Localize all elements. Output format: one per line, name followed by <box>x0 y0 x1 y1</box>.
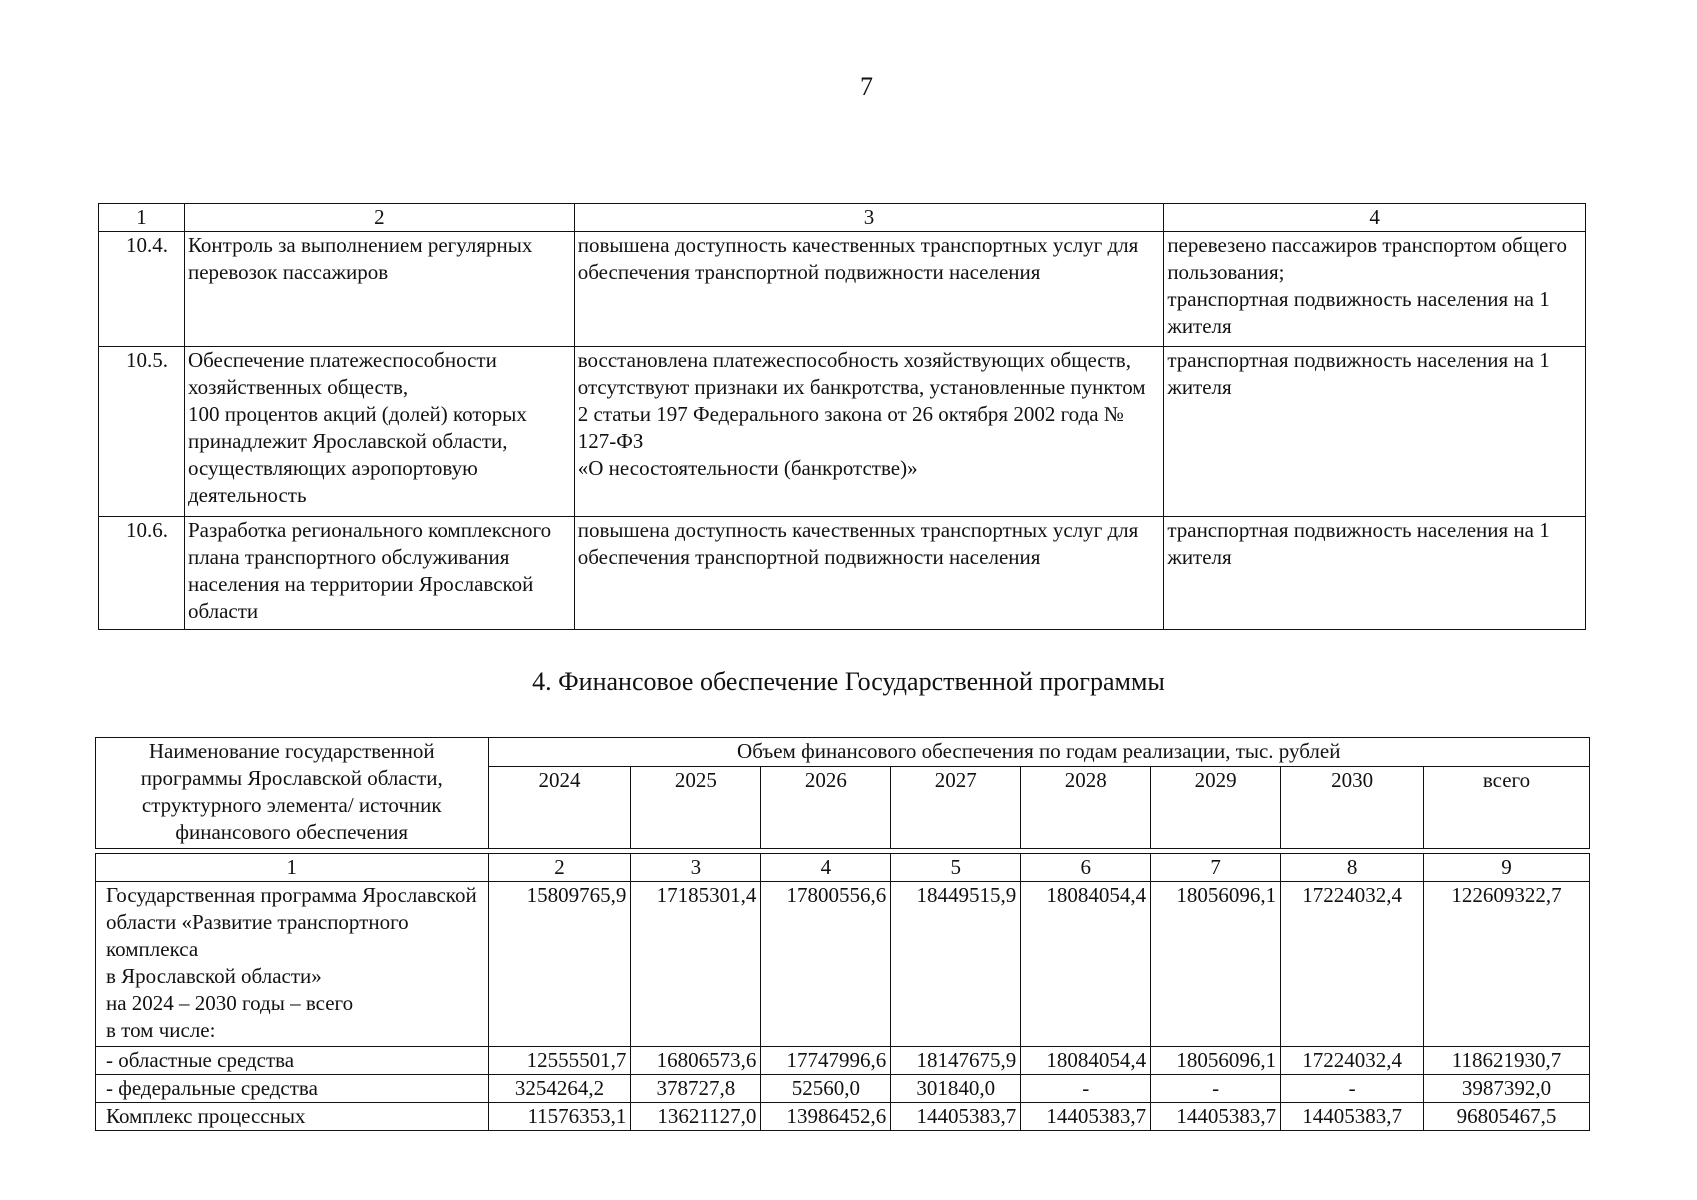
col-number: 4 <box>761 854 891 882</box>
volume-header: Объем финансового обеспечения по годам реализации, тыс. рублей <box>488 738 1590 767</box>
col-number: 2 <box>488 854 631 882</box>
value-cell: 3987392,0 <box>1424 1075 1590 1103</box>
finance-table <box>95 737 1590 1131</box>
year-header: 2028 <box>1021 767 1151 849</box>
indicator-cell: транспортная подвижность населения на 1 жителя <box>1164 517 1586 630</box>
col-number-row <box>96 854 1590 882</box>
value-cell: 18449515,9 <box>891 882 1021 1047</box>
value-cell: 14405383,7 <box>1281 1103 1424 1131</box>
value-cell: - <box>1151 1075 1281 1103</box>
value-cell: - <box>1281 1075 1424 1103</box>
value-cell: 14405383,7 <box>891 1103 1021 1131</box>
value-cell: 13986452,6 <box>761 1103 891 1131</box>
year-header: 2026 <box>761 767 891 849</box>
col-number: 5 <box>891 854 1021 882</box>
value-cell: 18084054,4 <box>1021 1047 1151 1075</box>
value-cell: 18056096,1 <box>1151 882 1281 1047</box>
year-header: 2030 <box>1281 767 1424 849</box>
table-row <box>96 1047 1590 1075</box>
value-cell: 52560,0 <box>761 1075 891 1103</box>
col-header: 1 <box>99 204 185 232</box>
col-number: 8 <box>1281 854 1424 882</box>
task-cell: Обеспечение платежеспособности хозяйственных обществ, 100 процентов акций (долей) которых принадлежит Ярославской области, осуществляющих аэропортовую деятельность <box>184 347 574 517</box>
indicator-cell: перевезено пассажиров транспортом общего пользования; транспортная подвижность населения на 1 жителя <box>1164 232 1586 347</box>
measures-table <box>98 203 1586 630</box>
col-number: 6 <box>1021 854 1151 882</box>
page-number: 7 <box>860 72 873 101</box>
value-cell: 3254264,2 <box>488 1075 631 1103</box>
row-name: - федеральные средства <box>96 1075 489 1103</box>
value-cell: 17185301,4 <box>631 882 761 1047</box>
task-cell: Контроль за выполнением регулярных перевозок пассажиров <box>184 232 574 347</box>
value-cell: 14405383,7 <box>1151 1103 1281 1131</box>
value-cell: - <box>1021 1075 1151 1103</box>
result-cell: восстановлена платежеспособность хозяйствующих обществ, отсутствуют признаки их банкротства, установленные пунктом 2 статьи 197 Федерального закона от 26 октября 2002 года № 127-ФЗ «О несостоятельности (банкротстве)» <box>574 347 1164 517</box>
table-row <box>96 882 1590 1047</box>
row-name: Государственная программа Ярославской области «Развитие транспортного комплекса в Ярославской области» на 2024 – 2030 годы – всего в том числе: <box>96 882 489 1047</box>
table-row <box>99 347 1586 517</box>
year-header: всего <box>1424 767 1590 849</box>
table-row <box>96 1075 1590 1103</box>
row-number: 10.5. <box>99 347 185 517</box>
name-header: Наименование государственной программы Ярославской области, структурного элемента/ источник финансового обеспечения <box>96 738 489 849</box>
table-row <box>99 517 1586 630</box>
task-cell: Разработка регионального комплексного плана транспортного обслуживания населения на территории Ярославской области <box>184 517 574 630</box>
row-number: 10.6. <box>99 517 185 630</box>
result-cell: повышена доступность качественных транспортных услуг для обеспечения транспортной подвижности населения <box>574 517 1164 630</box>
col-number: 3 <box>631 854 761 882</box>
value-cell: 15809765,9 <box>488 882 631 1047</box>
col-header: 4 <box>1164 204 1586 232</box>
row-number: 10.4. <box>99 232 185 347</box>
value-cell: 14405383,7 <box>1021 1103 1151 1131</box>
year-header: 2025 <box>631 767 761 849</box>
table-row <box>96 1103 1590 1131</box>
value-cell: 118621930,7 <box>1424 1047 1590 1075</box>
value-cell: 301840,0 <box>891 1075 1021 1103</box>
value-cell: 17224032,4 <box>1281 1047 1424 1075</box>
section-title: 4. Финансовое обеспечение Государственной программы <box>532 667 1165 696</box>
indicator-cell: транспортная подвижность населения на 1 жителя <box>1164 347 1586 517</box>
year-header: 2027 <box>891 767 1021 849</box>
result-cell: повышена доступность качественных транспортных услуг для обеспечения транспортной подвижности населения <box>574 232 1164 347</box>
value-cell: 378727,8 <box>631 1075 761 1103</box>
col-number: 1 <box>96 854 489 882</box>
value-cell: 17747996,6 <box>761 1047 891 1075</box>
value-cell: 96805467,5 <box>1424 1103 1590 1131</box>
year-header: 2024 <box>488 767 631 849</box>
value-cell: 12555501,7 <box>488 1047 631 1075</box>
value-cell: 18147675,9 <box>891 1047 1021 1075</box>
value-cell: 122609322,7 <box>1424 882 1590 1047</box>
value-cell: 18084054,4 <box>1021 882 1151 1047</box>
value-cell: 17800556,6 <box>761 882 891 1047</box>
col-number: 7 <box>1151 854 1281 882</box>
col-header: 3 <box>574 204 1164 232</box>
value-cell: 11576353,1 <box>488 1103 631 1131</box>
col-header: 2 <box>184 204 574 232</box>
table-row <box>99 232 1586 347</box>
year-header: 2029 <box>1151 767 1281 849</box>
value-cell: 16806573,6 <box>631 1047 761 1075</box>
row-name: Комплекс процессных <box>96 1103 489 1131</box>
col-number: 9 <box>1424 854 1590 882</box>
measures-header-row <box>99 204 1586 232</box>
finance-header-row <box>96 738 1590 767</box>
value-cell: 17224032,4 <box>1281 882 1424 1047</box>
row-name: - областные средства <box>96 1047 489 1075</box>
value-cell: 18056096,1 <box>1151 1047 1281 1075</box>
value-cell: 13621127,0 <box>631 1103 761 1131</box>
